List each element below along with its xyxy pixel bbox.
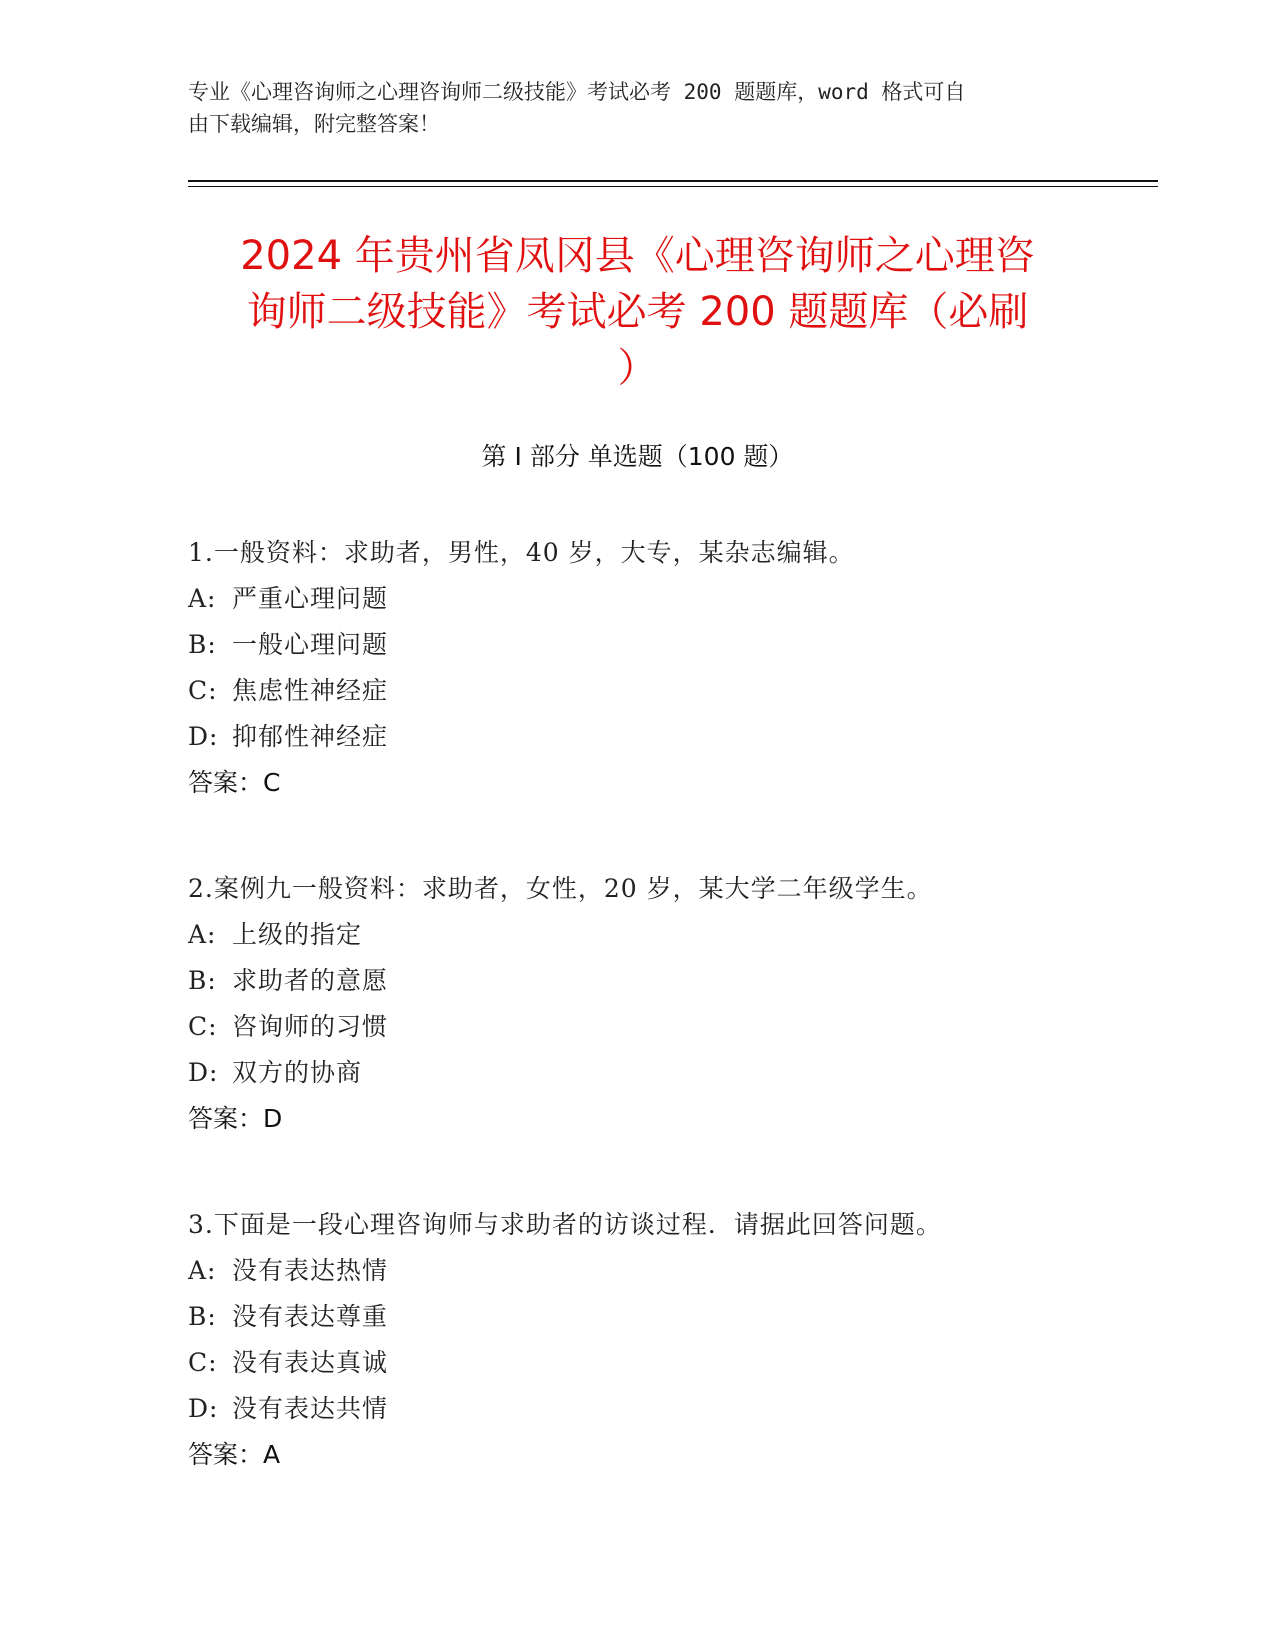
option-text: 严重心理问题: [232, 584, 389, 613]
question-item: [188, 866, 1138, 1142]
option-letter: C:: [188, 676, 218, 705]
option-a: [188, 1248, 1138, 1294]
answer-line: 答案：C: [188, 768, 281, 797]
option-text: 一般心理问题: [232, 630, 389, 659]
option-text: 咨询师的习惯: [232, 1012, 389, 1041]
header-divider-thin: [188, 186, 1158, 187]
option-letter: C:: [188, 1012, 218, 1041]
option-c: [188, 1004, 1138, 1050]
option-text: 抑郁性神经症: [232, 722, 389, 751]
question-list: [188, 530, 1138, 1538]
option-letter: D:: [188, 1394, 219, 1423]
question-item: [188, 1202, 1138, 1478]
option-a: [188, 576, 1138, 622]
option-b: [188, 622, 1138, 668]
option-letter: B:: [188, 630, 217, 659]
option-b: [188, 958, 1138, 1004]
question-stem: 3.下面是一段心理咨询师与求助者的访谈过程．请据此回答问题。: [188, 1210, 942, 1239]
option-text: 双方的协商: [232, 1058, 363, 1087]
option-text: 上级的指定: [232, 920, 363, 949]
option-text: 求助者的意愿: [232, 966, 389, 995]
header-divider-thick: [188, 180, 1158, 182]
option-text: 没有表达真诚: [232, 1348, 389, 1377]
section-heading: 第 I 部分 单选题（100 题）: [481, 442, 794, 471]
option-d: [188, 1386, 1138, 1432]
answer-line: 答案：A: [188, 1440, 281, 1469]
option-letter: D:: [188, 1058, 219, 1087]
title-line: ）: [617, 345, 658, 391]
question-item: [188, 530, 1138, 806]
option-letter: D:: [188, 722, 219, 751]
answer-line: 答案：D: [188, 1104, 283, 1133]
option-d: [188, 714, 1138, 760]
question-stem: 2.案例九一般资料：求助者，女性，20 岁，某大学二年级学生。: [188, 874, 933, 903]
option-letter: A:: [188, 920, 217, 949]
question-stem: 1.一般资料：求助者，男性，40 岁，大专，某杂志编辑。: [188, 538, 855, 567]
option-text: 没有表达尊重: [232, 1302, 389, 1331]
option-c: [188, 1340, 1138, 1386]
document-title: [170, 228, 1105, 396]
title-line: 询师二级技能》考试必考 200 题题库（必刷: [246, 289, 1029, 335]
option-text: 没有表达热情: [232, 1256, 389, 1285]
option-letter: B:: [188, 1302, 217, 1331]
header-note: [188, 76, 1088, 140]
option-a: [188, 912, 1138, 958]
header-note-line: 专业《心理咨询师之心理咨询师二级技能》考试必考 200 题题库，word 格式可自: [188, 80, 966, 104]
option-letter: B:: [188, 966, 217, 995]
option-c: [188, 668, 1138, 714]
option-b: [188, 1294, 1138, 1340]
option-letter: A:: [188, 584, 217, 613]
option-letter: C:: [188, 1348, 218, 1377]
option-text: 没有表达共情: [232, 1394, 389, 1423]
option-text: 焦虑性神经症: [232, 676, 389, 705]
option-d: [188, 1050, 1138, 1096]
option-letter: A:: [188, 1256, 217, 1285]
header-note-line: 由下载编辑，附完整答案！: [188, 112, 440, 136]
title-line: 2024 年贵州省凤冈县《心理咨询师之心理咨: [240, 233, 1035, 279]
